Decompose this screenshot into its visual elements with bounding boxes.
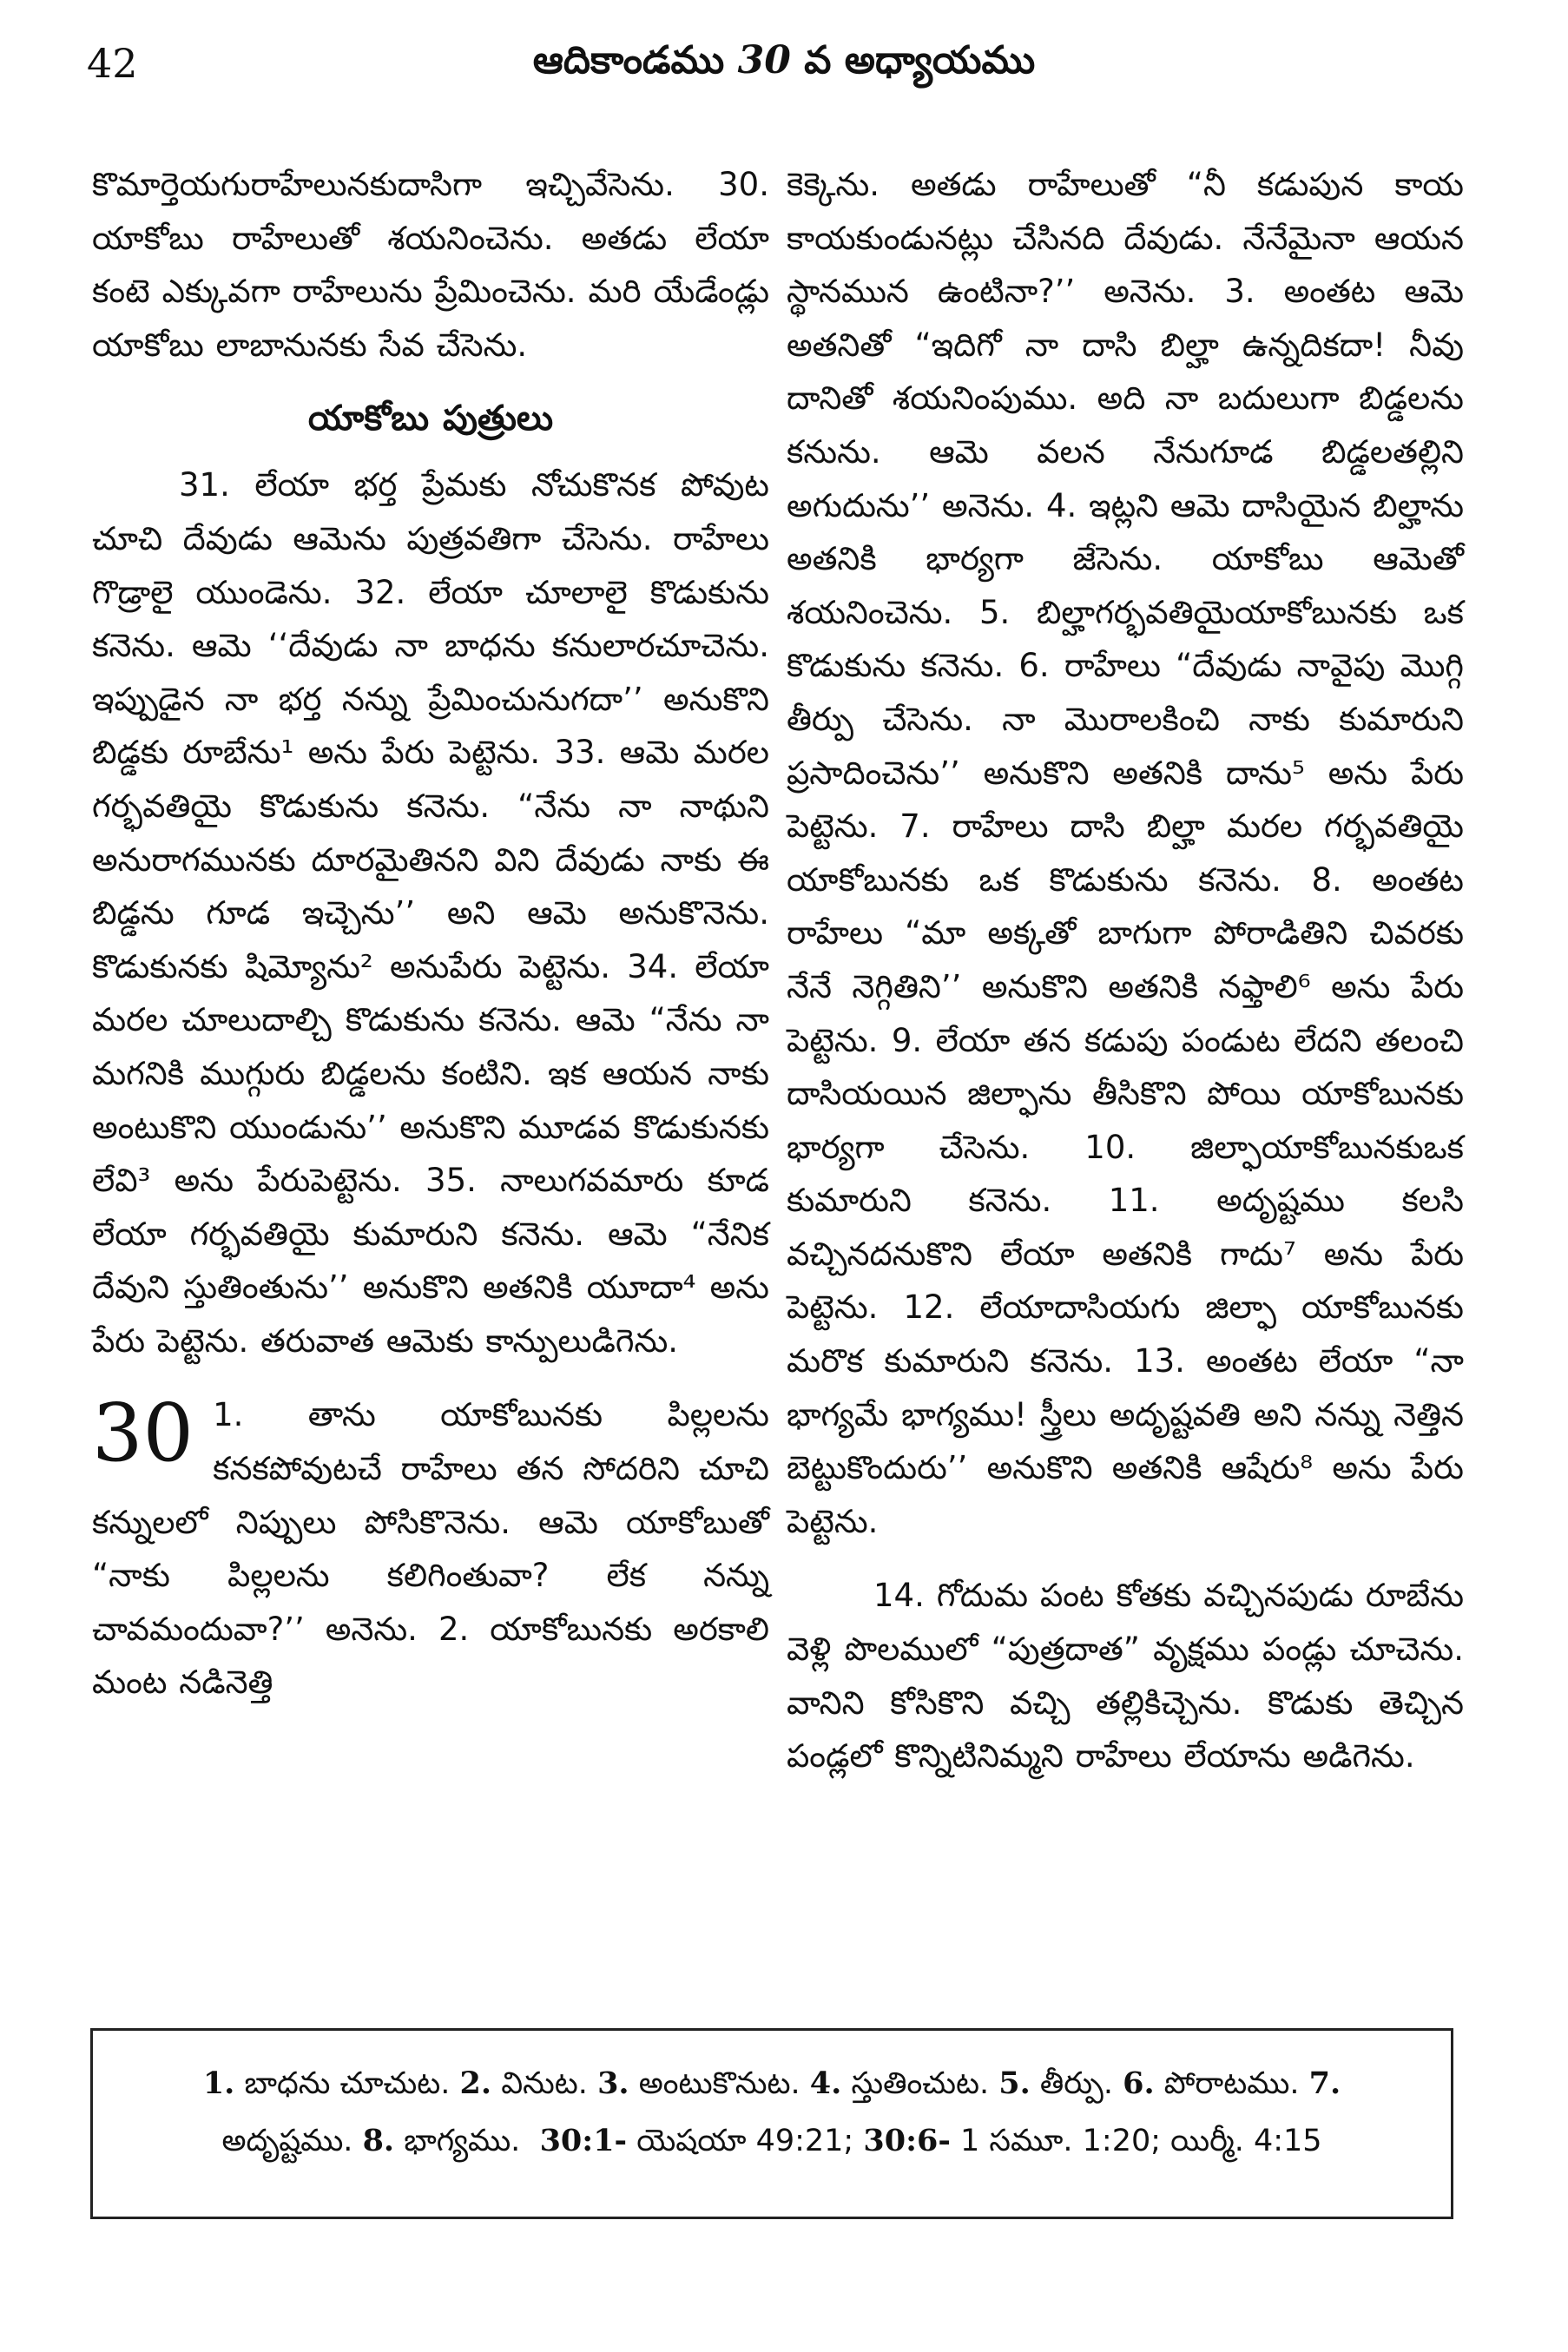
footnote-box bbox=[90, 2028, 1453, 2219]
paragraph-intro: కొమార్తెయగురాహేలునకుదాసిగా ఇచ్చివేసెను. 30. యాకోబు రాహేలుతో శయనించెను. అతడు లేయా కంటె ఎక్కువగా రాహేలును ప్రేమించెను. మరి యేడేండ్లు యాకోబు లాబానునకు సేవ చేసెను. bbox=[92, 166, 769, 364]
footnote-number: 5. bbox=[998, 2065, 1031, 2101]
footnote-text: బాధను చూచుట. bbox=[244, 2066, 451, 2101]
right-column bbox=[787, 158, 1464, 1783]
footnote-number: 8. bbox=[362, 2123, 395, 2158]
footnote-text: అంటుకొనుట. bbox=[638, 2066, 800, 2101]
footnote-text: భాగ్యము. bbox=[404, 2124, 521, 2158]
running-head-book: ఆదికాండము bbox=[532, 38, 725, 82]
paragraph-verse-31: 31. లేయా భర్త ప్రేమకు నోచుకొనక పోవుట చూచి దేవుడు ఆమెను పుత్రవతిగా చేసెను. రాహేలు గొడ్రాలై యుండెను. 32. లేయా చూలాలై కొడుకును కనెను. ఆమె ‘‘దేవుడు నా బాధను కనులారచూచెను. ఇప్పుడైన నా భర్త నన్ను ప్రేమించునుగదా’’ అనుకొని బిడ్డకు రూబేను¹ అను పేరు పెట్టెను. 33. ఆమె మరల గర్భవతియై కొడుకును కనెను. “నేను నా నాథుని అనురాగమునకు దూరమైతినని విని దేవుడు నాకు ఈ బిడ్డను గూడ ఇచ్చెను’’ అని ఆమె అనుకొనెను. కొడుకునకు షిమ్యోను² అనుపేరు పెట్టెను. 34. లేయా మరల చూలుదాల్చి కొడుకును కనెను. ఆమె “నేను నా మగనికి ముగ్గురు బిడ్డలను కంటిని. ఇక ఆయన నాకు అంటుకొని యుండును’’ అనుకొని మూడవ కొడుకునకు లేవి³ అను పేరుపెట్టెను. 35. నాలుగవమారు కూడ లేయా గర్భవతియై కుమారుని కనెను. ఆమె “నేనిక దేవుని స్తుతింతును’’ అనుకొని అతనికి యూదా⁴ అను పేరు పెట్టెను. తరువాత ఆమెకు కాన్పులుడిగెను. bbox=[92, 466, 769, 1360]
cross-reference-text: యెషయా 49:21; bbox=[636, 2124, 854, 2158]
footnote-number: 6. bbox=[1123, 2065, 1155, 2101]
paragraph-continuation: కెక్కెను. అతడు రాహేలుతో “నీ కడుపున కాయ కాయకుండునట్లు చేసినది దేవుడు. నేనేమైనా ఆయన స్థానమున ఉంటినా?’’ అనెను. 3. అంతట ఆమె అతనితో “ఇదిగో నా దాసి బిల్హా ఉన్నదికదా! నీవు దానితో శయనింపుము. అది నా బదులుగా బిడ్డలను కనును. ఆమె వలన నేనుగూడ బిడ్డలతల్లిని అగుదును’’ అనెను. 4. ఇట్లని ఆమె దాసియైన బిల్హాను అతనికి భార్యగా జేసెను. యాకోబు ఆమెతో శయనించెను. 5. బిల్హాగర్భవతియైయాకోబునకు ఒక కొడుకును కనెను. 6. రాహేలు “దేవుడు నావైపు మొగ్గి తీర్పు చేసెను. నా మొరాలకించి నాకు కుమారుని ప్రసాదించెను’’ అనుకొని అతనికి దాను⁵ అను పేరు పెట్టెను. 7. రాహేలు దాసి బిల్హా మరల గర్భవతియై యాకోబునకు ఒక కొడుకును కనెను. 8. అంతట రాహేలు “మా అక్కతో బాగుగా పోరాడితిని చివరకు నేనే నెగ్గితిని’’ అనుకొని అతనికి నఫ్తాలి⁶ అను పేరు పెట్టెను. 9. లేయా తన కడుపు పండుట లేదని తలంచి దాసియయిన జిల్ఫాను తీసికొని పోయి యాకోబునకు భార్యగా చేసెను. 10. జిల్ఫాయాకోబునకుఒక కుమారుని కనెను. 11. అదృష్టము కలసి వచ్చినదనుకొని లేయా అతనికి గాదు⁷ అను పేరు పెట్టెను. 12. లేయాదాసియగు జిల్ఫా యాకోబునకు మరొక కుమారుని కనెను. 13. అంతట లేయా “నా భాగ్యమే భాగ్యము! స్త్రీలు అదృష్టవతి అని నన్ను నెత్తిన బెట్టుకొందురు’’ అనుకొని అతనికి ఆషేరు⁸ అను పేరు పెట్టెను. bbox=[787, 166, 1464, 1540]
footnote-line-1 bbox=[93, 2055, 1451, 2112]
section-heading: యాకోబు పుత్రులు bbox=[307, 399, 554, 439]
cross-reference-label: 30:6- bbox=[863, 2123, 951, 2158]
paragraph-chapter-30 bbox=[92, 1388, 769, 1710]
cross-reference-label: 30:1- bbox=[539, 2123, 628, 2158]
footnote-text: వినుట. bbox=[501, 2066, 588, 2101]
chapter-30-text: 1. తాను యాకోబునకు పిల్లలను కనకపోవుటచే రాహేలు తన సోదరిని చూచి కన్నులలో నిప్పులు పోసికొనెను. ఆమె యాకోబుతో “నాకు పిల్లలను కలిగింతువా? లేక నన్ను చావమందువా?’’ అనెను. 2. యాకోబునకు అరకాలి మంట నడినెత్తి bbox=[92, 1396, 769, 1702]
running-head-chapter-word: వ అధ్యాయము bbox=[804, 38, 1036, 82]
footnote-number: 1. bbox=[202, 2065, 235, 2101]
footnote-number: 3. bbox=[597, 2065, 629, 2101]
footnote-text: పోరాటము. bbox=[1163, 2066, 1300, 2101]
running-head bbox=[260, 38, 1308, 92]
page-number: 42 bbox=[87, 40, 138, 87]
footnote-text: అదృష్టము. bbox=[221, 2124, 353, 2158]
chapter-number: 30 bbox=[92, 1387, 194, 1480]
footnote-text: తీర్పు. bbox=[1039, 2066, 1113, 2101]
left-column bbox=[92, 158, 769, 1710]
paragraph-verse-14: 14. గోదుమ పంట కోతకు వచ్చినపుడు రూబేను వెళ్లి పొలములో “పుత్రదాత” వృక్షము పండ్లు చూచెను. వానిని కోసికొని వచ్చి తల్లికిచ్చెను. కొడుకు తెచ్చిన పండ్లలో కొన్నిటినిమ్మని రాహేలు లేయాను అడిగెను. bbox=[787, 1577, 1464, 1776]
running-head-chapter-number: 30 bbox=[737, 38, 791, 82]
footnote-number: 7. bbox=[1308, 2065, 1341, 2101]
footnote-number: 2. bbox=[459, 2065, 492, 2101]
footnote-line-2 bbox=[93, 2112, 1451, 2170]
footnote-number: 4. bbox=[809, 2065, 842, 2101]
footnote-text: స్తుతించుట. bbox=[851, 2066, 990, 2101]
cross-reference-text: 1 సమూ. 1:20; యిర్మీ. 4:15 bbox=[960, 2124, 1322, 2158]
